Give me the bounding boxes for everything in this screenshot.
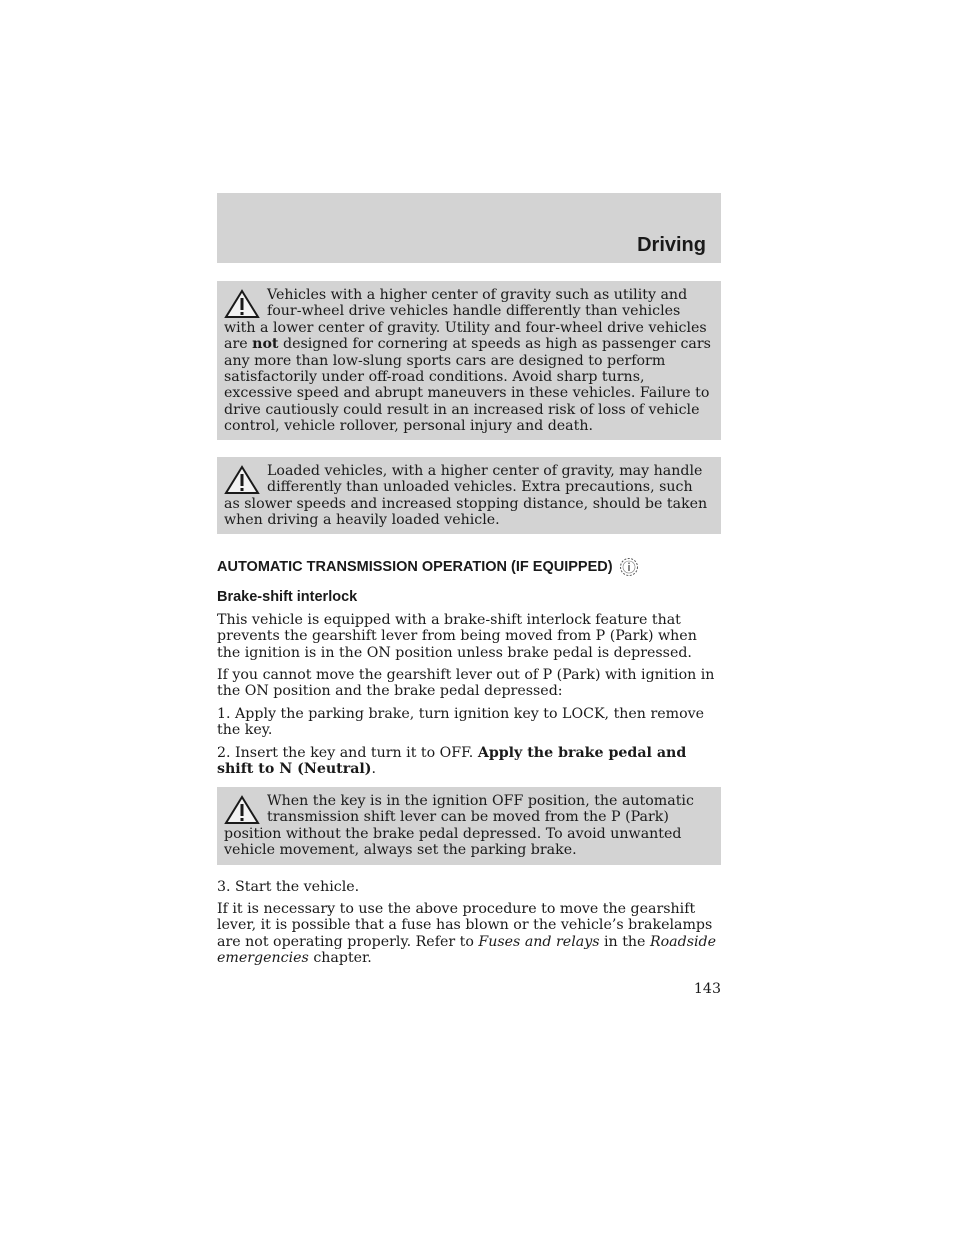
warning-box-loaded-vehicles (217, 457, 721, 534)
section-heading (217, 557, 639, 577)
warning-triangle-icon (224, 465, 260, 495)
closing-paragraph: If it is necessary to use the above procedure to move the gearshift lever, it is possible that a fuse has blown or the vehicle’s brakelamps are not operating properly. Refer to Fuses and relays in the Roadside emergencies chapter. (217, 901, 717, 967)
warning-box-center-of-gravity (217, 281, 721, 440)
step-3: 3. Start the vehicle. (217, 879, 360, 895)
step-1: 1. Apply the parking brake, turn ignition key to LOCK, then remove the key. (217, 706, 705, 739)
intro-paragraph: This vehicle is equipped with a brake-shift interlock feature that prevents the gearshift lever from being moved from P (Park) when the ignition is in the ON position unless brake pedal is depressed. (217, 612, 697, 661)
warning-text: When the key is in the ignition OFF position, the automatic transmission shift lever can be moved from the P (Park) position without the brake pedal depressed. To avoid unwanted vehicle movement, always set the parking brake. (224, 793, 694, 859)
subsection-title: Brake-shift interlock (217, 589, 358, 605)
warning-triangle-icon (224, 289, 260, 319)
warning-text: Loaded vehicles, with a higher center of gravity, may handle differently than unloaded vehicles. Extra precautions, such as slower speeds and increased stopping distance, should be taken when driving a heavily loaded vehicle. (224, 463, 708, 529)
chapter-title: Driving (637, 234, 706, 256)
step-2: 2. Insert the key and turn it to OFF. Apply the brake pedal and shift to N (Neutral). (217, 745, 687, 778)
warning-box-shift-lever (217, 787, 721, 865)
section-title: AUTOMATIC TRANSMISSION OPERATION (IF EQUIPPED) (217, 559, 613, 575)
warning-text: Vehicles with a higher center of gravity such as utility and four-wheel drive vehicles handle differently than vehicles with a lower center of gravity. Utility and four-wheel drive vehicles are not designed for cornering at speeds as high as passenger cars any more than low-slung sports cars are designed to perform satisfactorily under off-road conditions. Avoid sharp turns, excessive speed and abrupt maneuvers in these vehicles. Failure to drive cautiously could result in an increased risk of loss of vehicle control, vehicle rollover, personal injury and death. (224, 287, 711, 435)
warning-triangle-icon (224, 795, 260, 825)
gear-info-icon (619, 557, 639, 577)
page-number: 143 (693, 981, 721, 997)
cannot-move-paragraph: If you cannot move the gearshift lever out of P (Park) with ignition in the ON position and the brake pedal depressed: (217, 667, 715, 700)
chapter-header (217, 193, 721, 263)
